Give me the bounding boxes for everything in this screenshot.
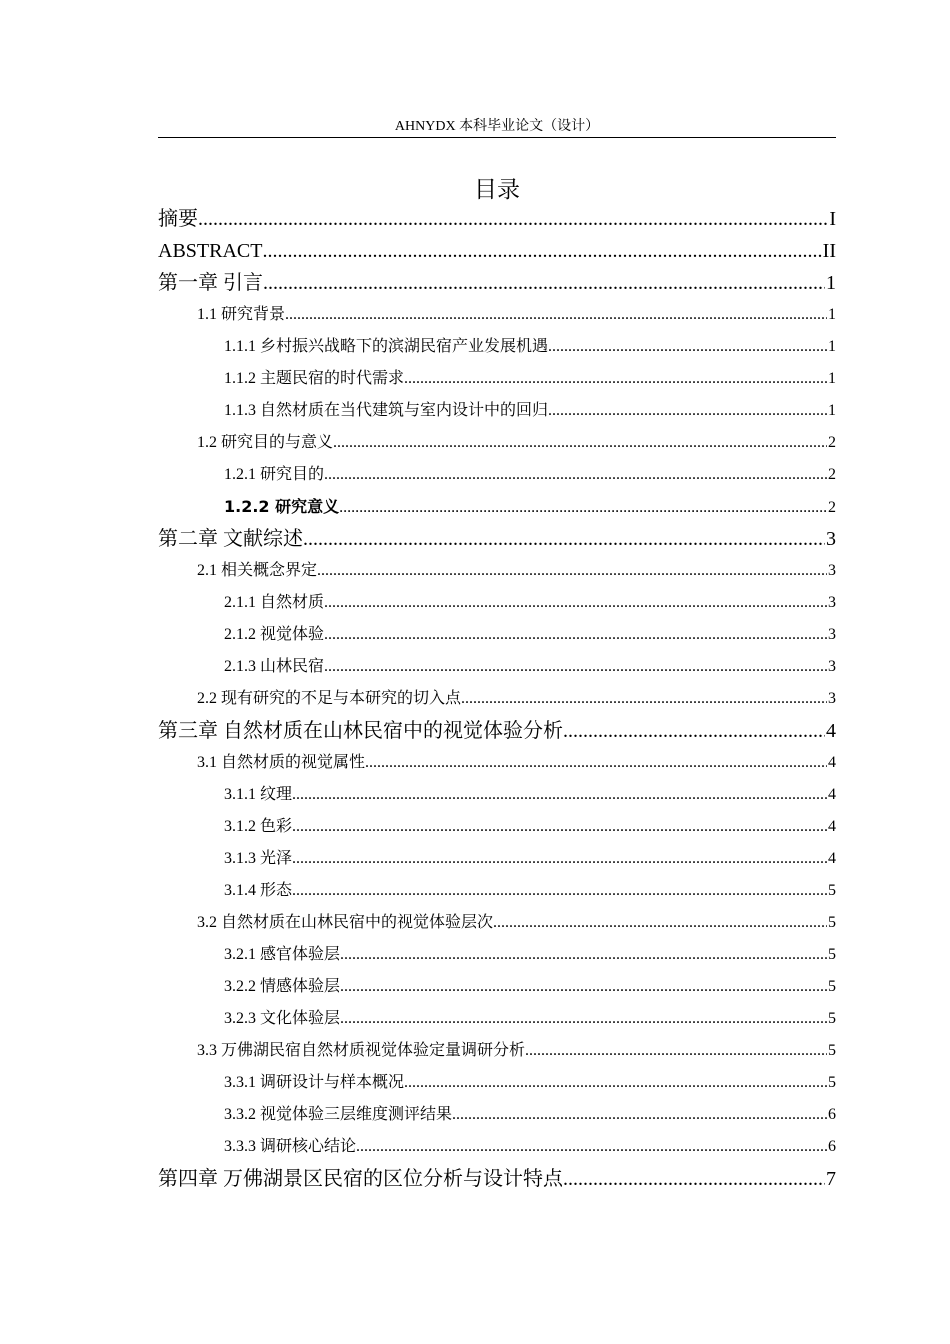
toc-dot-leader bbox=[285, 299, 827, 331]
toc-entry-page-number: 4 bbox=[826, 720, 836, 742]
toc-entry-label: 3.3.1 调研设计与样本概况 bbox=[224, 1074, 405, 1091]
toc-entry-page-number: 4 bbox=[828, 818, 836, 835]
toc-section-entry[interactable] bbox=[158, 1035, 836, 1067]
toc-entry-page-number: 5 bbox=[828, 1074, 836, 1091]
toc-entry-page-number: 4 bbox=[828, 754, 836, 771]
toc-entry-label: 第四章 万佛湖景区民宿的区位分析与设计特点 bbox=[158, 1168, 563, 1190]
toc-subsection-entry[interactable] bbox=[158, 971, 836, 1003]
toc-entry-page-number: 5 bbox=[828, 1010, 836, 1027]
toc-subsection-entry[interactable] bbox=[158, 587, 836, 619]
toc-dot-leader bbox=[292, 811, 827, 843]
toc-entry-page-number: 5 bbox=[828, 946, 836, 963]
toc-subsection-entry[interactable] bbox=[158, 619, 836, 651]
toc-entry-page-number: 3 bbox=[828, 690, 836, 707]
toc-entry-label: ABSTRACT bbox=[158, 240, 263, 262]
toc-entry-page-number: 5 bbox=[828, 914, 836, 931]
toc-dot-leader bbox=[340, 971, 827, 1003]
toc-subsection-entry[interactable] bbox=[158, 395, 836, 427]
toc-entry-page-number: 5 bbox=[828, 978, 836, 995]
toc-chapter-entry[interactable] bbox=[158, 235, 836, 267]
toc-entry-label: 第二章 文献综述 bbox=[158, 528, 303, 550]
toc-section-entry[interactable] bbox=[158, 299, 836, 331]
toc-dot-leader bbox=[452, 1099, 827, 1131]
toc-subsection-entry[interactable] bbox=[158, 939, 836, 971]
toc-entry-page-number: 1 bbox=[826, 272, 836, 294]
toc-subsection-entry[interactable] bbox=[158, 1003, 836, 1035]
toc-entry-label: 3.1.4 形态 bbox=[224, 882, 293, 899]
toc-dot-leader bbox=[563, 715, 825, 747]
toc-entry-page-number: 3 bbox=[828, 626, 836, 643]
toc-dot-leader bbox=[198, 203, 828, 235]
table-of-contents bbox=[158, 203, 836, 1195]
toc-dot-leader bbox=[324, 587, 827, 619]
toc-entry-label: 1.1 研究背景 bbox=[197, 306, 286, 323]
toc-chapter-entry[interactable] bbox=[158, 715, 836, 747]
toc-entry-label: 2.1.2 视觉体验 bbox=[224, 626, 325, 643]
toc-dot-leader bbox=[563, 1163, 825, 1195]
toc-entry-page-number: 7 bbox=[826, 1168, 836, 1190]
toc-entry-page-number: 1 bbox=[828, 402, 836, 419]
toc-dot-leader bbox=[356, 1131, 827, 1163]
toc-entry-label: 1.2.2 研究意义 bbox=[224, 497, 340, 516]
toc-section-entry[interactable] bbox=[158, 907, 836, 939]
toc-entry-page-number: 4 bbox=[828, 850, 836, 867]
toc-dot-leader bbox=[340, 1003, 827, 1035]
toc-entry-page-number: 6 bbox=[828, 1106, 836, 1123]
toc-dot-leader bbox=[404, 1067, 827, 1099]
toc-entry-page-number: 2 bbox=[828, 434, 836, 451]
toc-entry-label: 1.1.2 主题民宿的时代需求 bbox=[224, 370, 405, 387]
toc-dot-leader bbox=[324, 651, 827, 683]
toc-entry-label: 3.2.3 文化体验层 bbox=[224, 1010, 341, 1027]
toc-dot-leader bbox=[548, 331, 827, 363]
toc-section-entry[interactable] bbox=[158, 555, 836, 587]
toc-dot-leader bbox=[333, 427, 827, 459]
toc-subsection-entry[interactable] bbox=[158, 651, 836, 683]
toc-dot-leader bbox=[292, 843, 827, 875]
toc-entry-label: 3.3.2 视觉体验三层维度测评结果 bbox=[224, 1106, 453, 1123]
toc-entry-label: 3.1.2 色彩 bbox=[224, 818, 293, 835]
toc-dot-leader bbox=[365, 747, 827, 779]
toc-entry-label: 3.1.3 光泽 bbox=[224, 850, 293, 867]
toc-entry-page-number: 3 bbox=[828, 594, 836, 611]
toc-chapter-entry[interactable] bbox=[158, 1163, 836, 1195]
toc-dot-leader bbox=[461, 683, 827, 715]
toc-entry-page-number: 1 bbox=[828, 338, 836, 355]
toc-entry-page-number: 1 bbox=[828, 370, 836, 387]
toc-subsection-entry[interactable] bbox=[158, 491, 836, 523]
toc-chapter-entry[interactable] bbox=[158, 267, 836, 299]
toc-entry-label: 1.2.1 研究目的 bbox=[224, 466, 325, 483]
toc-entry-label: 3.1 自然材质的视觉属性 bbox=[197, 754, 366, 771]
toc-entry-label: 3.1.1 纹理 bbox=[224, 786, 293, 803]
toc-entry-label: 第三章 自然材质在山林民宿中的视觉体验分析 bbox=[158, 720, 563, 742]
toc-dot-leader bbox=[548, 395, 827, 427]
toc-section-entry[interactable] bbox=[158, 747, 836, 779]
toc-entry-page-number: 5 bbox=[828, 1042, 836, 1059]
toc-entry-label: 2.1.3 山林民宿 bbox=[224, 658, 325, 675]
toc-subsection-entry[interactable] bbox=[158, 1067, 836, 1099]
toc-entry-page-number: 3 bbox=[828, 658, 836, 675]
header-divider bbox=[158, 137, 836, 138]
toc-dot-leader bbox=[292, 779, 827, 811]
toc-entry-page-number: 1 bbox=[828, 306, 836, 323]
toc-dot-leader bbox=[263, 267, 825, 299]
toc-entry-label: 3.3 万佛湖民宿自然材质视觉体验定量调研分析 bbox=[197, 1042, 526, 1059]
toc-entry-label: 第一章 引言 bbox=[158, 272, 263, 294]
toc-dot-leader bbox=[339, 492, 827, 523]
toc-subsection-entry[interactable] bbox=[158, 459, 836, 491]
toc-entry-label: 2.1 相关概念界定 bbox=[197, 562, 318, 579]
toc-entry-label: 摘要 bbox=[158, 208, 198, 230]
toc-subsection-entry[interactable] bbox=[158, 363, 836, 395]
toc-entry-page-number: 6 bbox=[828, 1138, 836, 1155]
toc-chapter-entry[interactable] bbox=[158, 203, 836, 235]
toc-dot-leader bbox=[303, 523, 825, 555]
toc-dot-leader bbox=[340, 939, 827, 971]
toc-dot-leader bbox=[262, 235, 821, 267]
toc-subsection-entry[interactable] bbox=[158, 875, 836, 907]
toc-entry-label: 1.1.1 乡村振兴战略下的滨湖民宿产业发展机遇 bbox=[224, 338, 549, 355]
toc-dot-leader bbox=[493, 907, 827, 939]
toc-section-entry[interactable] bbox=[158, 683, 836, 715]
toc-entry-page-number: 3 bbox=[828, 562, 836, 579]
toc-entry-label: 3.2.2 情感体验层 bbox=[224, 978, 341, 995]
toc-dot-leader bbox=[292, 875, 827, 907]
toc-entry-label: 3.2 自然材质在山林民宿中的视觉体验层次 bbox=[197, 914, 494, 931]
toc-dot-leader bbox=[317, 555, 827, 587]
toc-entry-page-number: 5 bbox=[828, 882, 836, 899]
toc-entry-label: 2.2 现有研究的不足与本研究的切入点 bbox=[197, 690, 462, 707]
toc-section-entry[interactable] bbox=[158, 427, 836, 459]
toc-dot-leader bbox=[525, 1035, 827, 1067]
toc-entry-label: 3.3.3 调研核心结论 bbox=[224, 1138, 357, 1155]
toc-dot-leader bbox=[404, 363, 827, 395]
toc-dot-leader bbox=[324, 459, 827, 491]
toc-subsection-entry[interactable] bbox=[158, 331, 836, 363]
toc-entry-page-number: 3 bbox=[826, 528, 836, 550]
toc-entry-label: 3.2.1 感官体验层 bbox=[224, 946, 341, 963]
toc-dot-leader bbox=[324, 619, 827, 651]
toc-title: 目录 bbox=[474, 177, 520, 203]
running-header: AHNYDX 本科毕业论文（设计） bbox=[394, 119, 600, 134]
toc-chapter-entry[interactable] bbox=[158, 523, 836, 555]
toc-subsection-entry[interactable] bbox=[158, 811, 836, 843]
toc-entry-page-number: 2 bbox=[828, 499, 836, 516]
toc-subsection-entry[interactable] bbox=[158, 779, 836, 811]
toc-entry-page-number: I bbox=[829, 208, 836, 230]
toc-entry-label: 1.2 研究目的与意义 bbox=[197, 434, 334, 451]
toc-entry-label: 2.1.1 自然材质 bbox=[224, 594, 325, 611]
toc-entry-page-number: 2 bbox=[828, 466, 836, 483]
toc-entry-label: 1.1.3 自然材质在当代建筑与室内设计中的回归 bbox=[224, 402, 549, 419]
toc-subsection-entry[interactable] bbox=[158, 1131, 836, 1163]
toc-subsection-entry[interactable] bbox=[158, 1099, 836, 1131]
toc-entry-page-number: 4 bbox=[828, 786, 836, 803]
toc-subsection-entry[interactable] bbox=[158, 843, 836, 875]
toc-entry-page-number: II bbox=[822, 240, 836, 262]
